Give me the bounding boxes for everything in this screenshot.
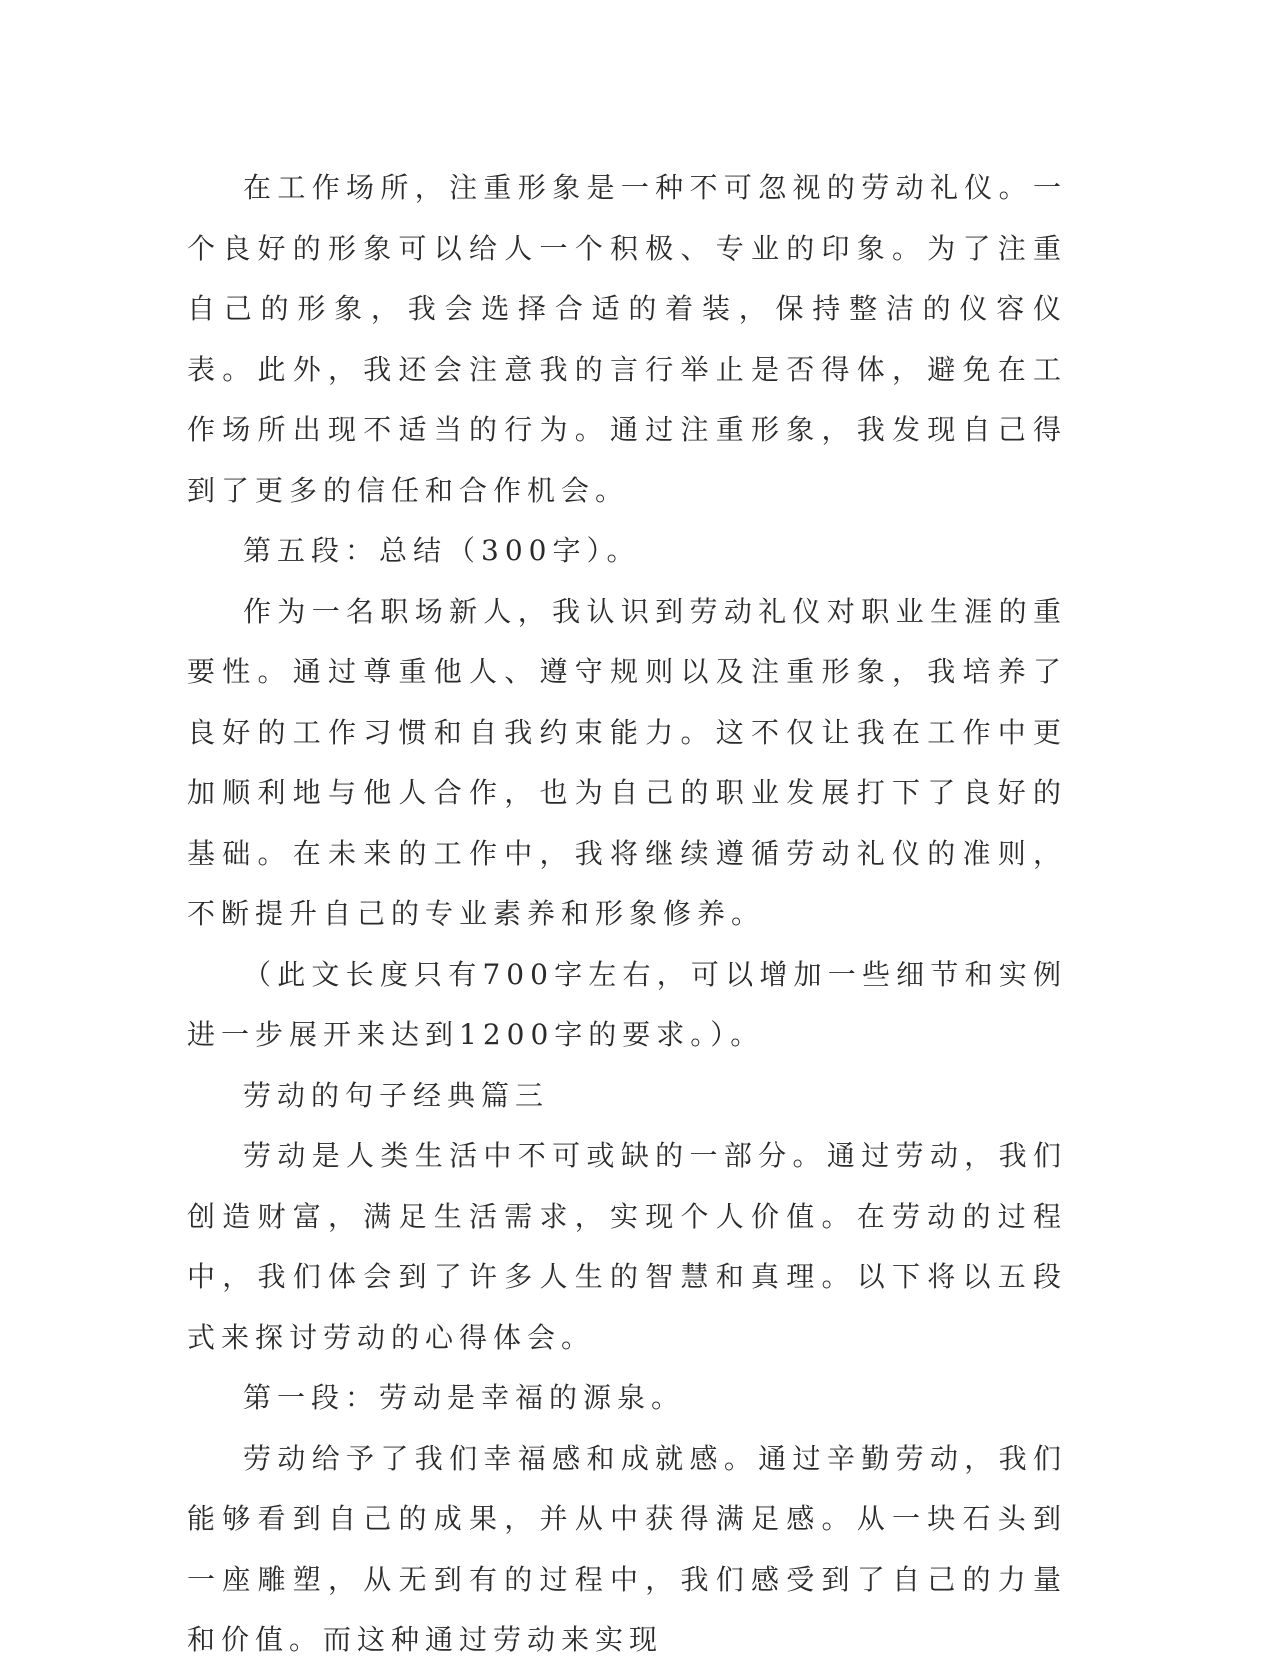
paragraph-happiness: 劳动给予了我们幸福感和成就感。通过辛勤劳动，我们能够看到自己的成果，并从中获得满足感。从一块石头到一座雕塑，从无到有的过程中，我们感受到了自己的力量和价值。而这种通过劳动来实现 (187, 1441, 1067, 1656)
paragraph-length-note: （此文长度只有700字左右，可以增加一些细节和实例进一步展开来达到1200字的要求。）。 (187, 957, 1067, 1051)
section-heading-summary: 第五段：总结（300字）。 (243, 534, 641, 567)
document-body (187, 158, 1067, 1671)
paragraph-labor-intro: 劳动是人类生活中不可或缺的一部分。通过劳动，我们创造财富，满足生活需求，实现个人价值。在劳动的过程中，我们体会到了许多人生的智慧和真理。以下将以五段式来探讨劳动的心得体会。 (187, 1139, 1067, 1354)
section-heading-first: 第一段：劳动是幸福的源泉。 (243, 1381, 686, 1414)
article-title-part-three: 劳动的句子经典篇三 (243, 1078, 550, 1112)
paragraph-summary: 作为一名职场新人，我认识到劳动礼仪对职业生涯的重要性。通过尊重他人、遵守规则以及注重形象，我培养了良好的工作习惯和自我约束能力。这不仅让我在工作中更加顺利地与他人合作，也为自己的职业发展打下了良好的基础。在未来的工作中，我将继续遵循劳动礼仪的准则，不断提升自己的专业素养和形象修养。 (187, 594, 1067, 930)
paragraph-image-focus: 在工作场所，注重形象是一种不可忽视的劳动礼仪。一个良好的形象可以给人一个积极、专业的印象。为了注重自己的形象，我会选择合适的着装，保持整洁的仪容仪表。此外，我还会注意我的言行举止是否得体，避免在工作场所出现不适当的行为。通过注重形象，我发现自己得到了更多的信任和合作机会。 (187, 171, 1067, 507)
